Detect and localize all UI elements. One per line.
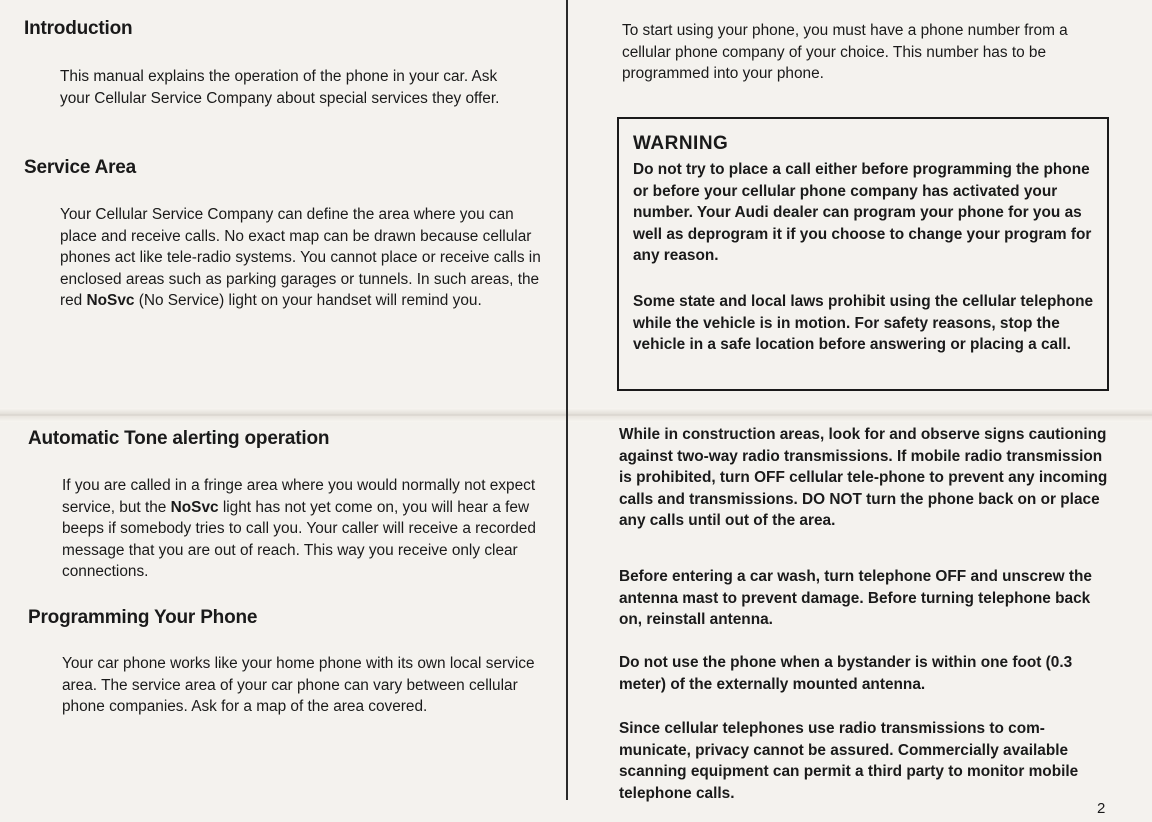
center-binding-line: [566, 0, 568, 800]
tone-alert-text: [62, 475, 546, 583]
privacy-text: Since cellular telephones use radio transmissions to com-municate, privacy cannot be assured. Commercially available scanning equipment can permit a third party to monitor mobile telephone calls.: [619, 720, 1079, 802]
nosvc-label: NoSvc: [86, 292, 135, 309]
page-number: 2: [1097, 800, 1106, 817]
service-area-text: [60, 204, 552, 312]
tone-text-part: light has not yet come on, you will hear a few beeps if somebody tries to call you. Your caller will receive a recorded message that you are out of reach. This way you receive only clear connections.: [62, 498, 536, 580]
tone-text-part: If you are called in a fringe area where you would normally not expect service, but the: [62, 477, 536, 516]
car-wash-text: Before entering a car wash, turn telephone OFF and unscrew the antenna mast to prevent damage. Before turning telephone back on, reinstall antenna.: [619, 568, 1092, 628]
introduction-text: This manual explains the operation of the phone in your car. Ask your Cellular Service Company about special services they offer.: [60, 68, 500, 107]
horizontal-fold-crease: [0, 408, 1152, 422]
warning-box: [617, 117, 1109, 391]
construction-areas-text: While in construction areas, look for and observe signs cautioning against two-way radio transmissions. If mobile radio transmission is prohibited, turn OFF cellular tele-phone to prevent any incoming calls and transmissions. DO NOT turn the phone back on or place any calls until out of the area.: [619, 426, 1108, 529]
start-using-text: To start using your phone, you must have a phone number from a cellular phone company of your choice. This number has to be programmed into your phone.: [622, 22, 1068, 82]
bystander-text: Do not use the phone when a bystander is within one foot (0.3 meter) of the externally mounted antenna.: [619, 654, 1073, 693]
service-text-part: Your Cellular Service Company can define the area where you can place and receive calls. No exact map can be drawn because cellular phones act like tele-radio systems. You cannot place or receive calls in enclosed areas such as parking garages or tunnels. In such areas, the red: [60, 206, 541, 309]
programming-heading: Programming Your Phone: [28, 607, 258, 628]
warning-paragraph-1: Do not try to place a call either before programming the phone or before your cellular phone company has activated your number. Your Audi dealer can program your phone for you as well as deprogram it if you choose to change your program for any reason.: [633, 161, 1092, 264]
introduction-heading: Introduction: [24, 18, 133, 39]
programming-text: Your car phone works like your home phone with its own local service area. The service area of your car phone can vary between cellular phone companies. Ask for a map of the area covered.: [62, 655, 535, 715]
service-text-part: (No Service) light on your handset will remind you.: [134, 292, 482, 309]
warning-paragraph-2: Some state and local laws prohibit using the cellular telephone while the vehicle is in motion. For safety reasons, stop the vehicle in a safe location before answering or placing a call.: [633, 293, 1094, 353]
nosvc-label: NoSvc: [170, 498, 219, 516]
tone-alert-heading: Automatic Tone alerting operation: [28, 428, 330, 449]
warning-title: WARNING: [633, 133, 729, 154]
service-area-heading: Service Area: [24, 157, 137, 178]
